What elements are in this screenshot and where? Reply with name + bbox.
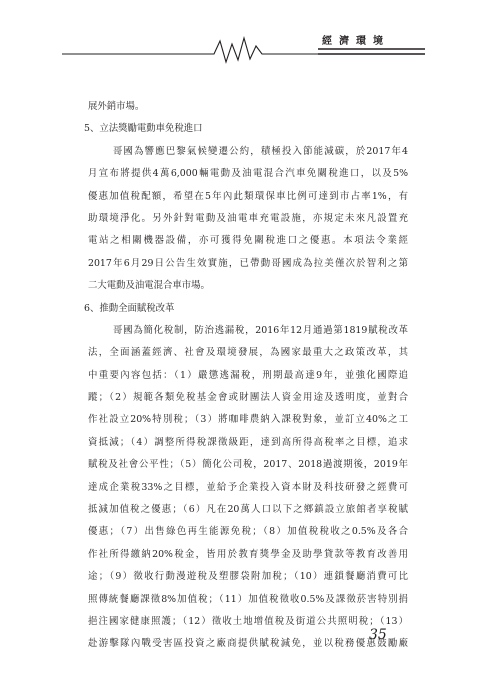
text-line: 哥國為響應巴黎氣候變遷公約，積極投入節能減碳，於2017年4 — [113, 145, 408, 157]
text-line: 作社設立20%特別稅；（3）將咖啡農納入課稅對象，並訂立40%之工 — [88, 414, 408, 426]
text-line: 賦稅及社會公平性；（5）簡化公司稅，2017、2018過渡期後，2019年 — [88, 459, 408, 471]
text-line: 照傳統餐廳課徵8%加值稅；（11）加值稅徵收0.5%及課徵菸害特別捐 — [88, 593, 408, 605]
text-line: 二大電動及油電混合車市場。 — [88, 280, 210, 292]
page-number: 35 — [369, 627, 387, 643]
text-line: 優惠加值稅配額，希望在5年內此類環保車比例可達到市占率1%，有 — [88, 190, 408, 202]
text-line: 月宣布將提供4萬6,000輛電動及油電混合汽車免關稅進口，以及5% — [88, 168, 408, 180]
text-line: 展外銷市場。 — [88, 101, 145, 112]
text-line: 電站之相關機器設備，亦可獲得免關稅進口之優惠。本項法令業經 — [88, 235, 408, 247]
text-line: 助環境淨化。另外針對電動及油電車充電設施，亦規定未來凡設置充 — [88, 212, 408, 224]
text-line: 哥國為簡化稅制，防治逃漏稅，2016年12月通過第1819賦稅改革 — [113, 324, 408, 336]
text-line: 挹注國家健康照護；（12）徵收土地增值稅及街道公共照明稅；（13） — [88, 615, 408, 627]
text-line: 達成企業稅33%之目標，並給予企業投入資本財及科技研發之經費可 — [88, 481, 408, 493]
page-header — [0, 0, 480, 80]
body-text — [84, 96, 408, 656]
text-line: 資抵減；（4）調整所得稅課徵級距，達到高所得高稅率之目標，追求 — [88, 436, 408, 448]
text-line: 作社所得繳納20%稅金，皆用於教育獎學金及助學貸款等教育改善用 — [88, 548, 408, 560]
text-line: 抵減加值稅之優惠；（6）凡在20萬人口以下之鄉鎮設立旅館者享稅賦 — [88, 504, 408, 516]
text-line: 蹤；（2）規範各類免稅基金會或財團法人資金用途及透明度，並對合 — [88, 392, 408, 404]
text-line: 赴游擊隊內戰受害區投資之廠商提供賦稅減免，並以稅務優惠鼓勵廠 — [88, 638, 408, 650]
section-heading: 6、推動全面賦稅改革 — [84, 302, 175, 314]
text-line: 途；（9）徵收行動漫遊稅及塑膠袋附加稅；（10）連鎖餐廳消費可比 — [88, 571, 408, 583]
text-line: 優惠；（7）出售綠色再生能源免稅；（8）加值稅稅收之0.5%及各合 — [88, 526, 408, 538]
text-line: 法，全面涵蓋經濟、社會及環境發展，為國家最重大之政策改革，其 — [88, 347, 408, 359]
text-line: 2017年6月29日公告生效實施，已帶動哥國成為拉美僅次於智利之第 — [88, 257, 408, 269]
section-heading: 5、立法獎勵電動車免稅進口 — [84, 123, 203, 135]
section-title: 經濟環境 — [322, 36, 390, 47]
text-line: 中重要內容包括：（1）嚴懲逃漏稅，刑期最高達9年，並強化國際追 — [88, 369, 408, 381]
